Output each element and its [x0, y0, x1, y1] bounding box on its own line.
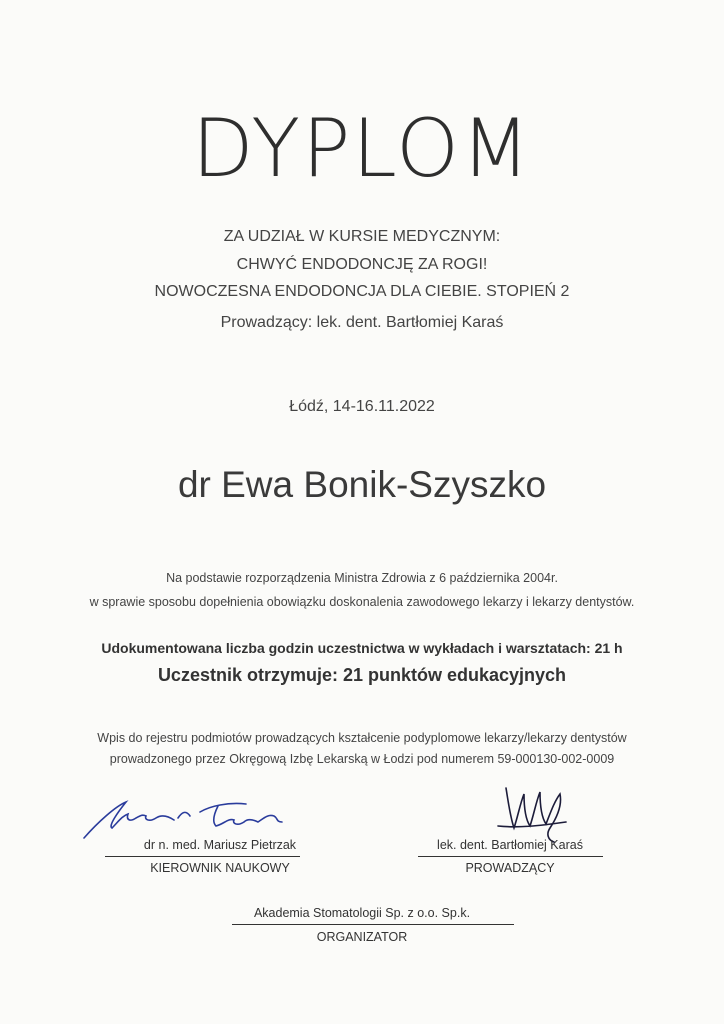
course-intro: ZA UDZIAŁ W KURSIE MEDYCZNYM: [223, 228, 501, 245]
recipient-name: dr Ewa Bonik-Szyszko [177, 464, 547, 505]
legal-basis-line-2: w sprawie sposobu dopełnienia obowiązku doskonalenia zawodowego lekarzy i lekarzy dentystów. [89, 595, 635, 609]
registry-line-1: Wpis do rejestru podmiotów prowadzących kształcenie podyplomowe lekarzy/lekarzy dentystów [97, 731, 627, 745]
signature-left-line [105, 856, 300, 857]
signature-right-name: lek. dent. Bartłomiej Karaś [437, 838, 583, 852]
course-subtitle: NOWOCZESNA ENDODONCJA DLA CIEBIE. STOPIEŃ 2 [154, 283, 570, 300]
organizer-name: Akademia Stomatologii Sp. z o.o. Sp.k. [253, 906, 471, 920]
signature-right-line [418, 856, 603, 857]
points-statement: Uczestnik otrzymuje: 21 punktów edukacyjnych [157, 665, 567, 685]
organizer-role: ORGANIZATOR [316, 930, 408, 944]
signature-left-name: dr n. med. Mariusz Pietrzak [143, 838, 297, 852]
signature-right-role: PROWADZĄCY [465, 861, 555, 875]
registry-line-2: prowadzonego przez Okręgową Izbę Lekarską w Łodzi pod numerem 59-000130-002-0009 [109, 752, 615, 766]
hours-statement: Udokumentowana liczba godzin uczestnictwa w wykładach i warsztatach: 21 h [101, 640, 623, 656]
signature-left-graphic [78, 792, 308, 844]
legal-basis-line-1: Na podstawie rozporządzenia Ministra Zdrowia z 6 października 2004r. [166, 571, 558, 585]
diploma-title: DYPLOM [191, 102, 533, 195]
organizer-line [232, 924, 514, 925]
place-date: Łódź, 14-16.11.2022 [289, 398, 435, 415]
course-instructor: Prowadzący: lek. dent. Bartłomiej Karaś [220, 314, 504, 331]
signature-left-role: KIEROWNIK NAUKOWY [150, 861, 290, 875]
course-name: CHWYĆ ENDODONCJĘ ZA ROGI! [236, 256, 488, 273]
